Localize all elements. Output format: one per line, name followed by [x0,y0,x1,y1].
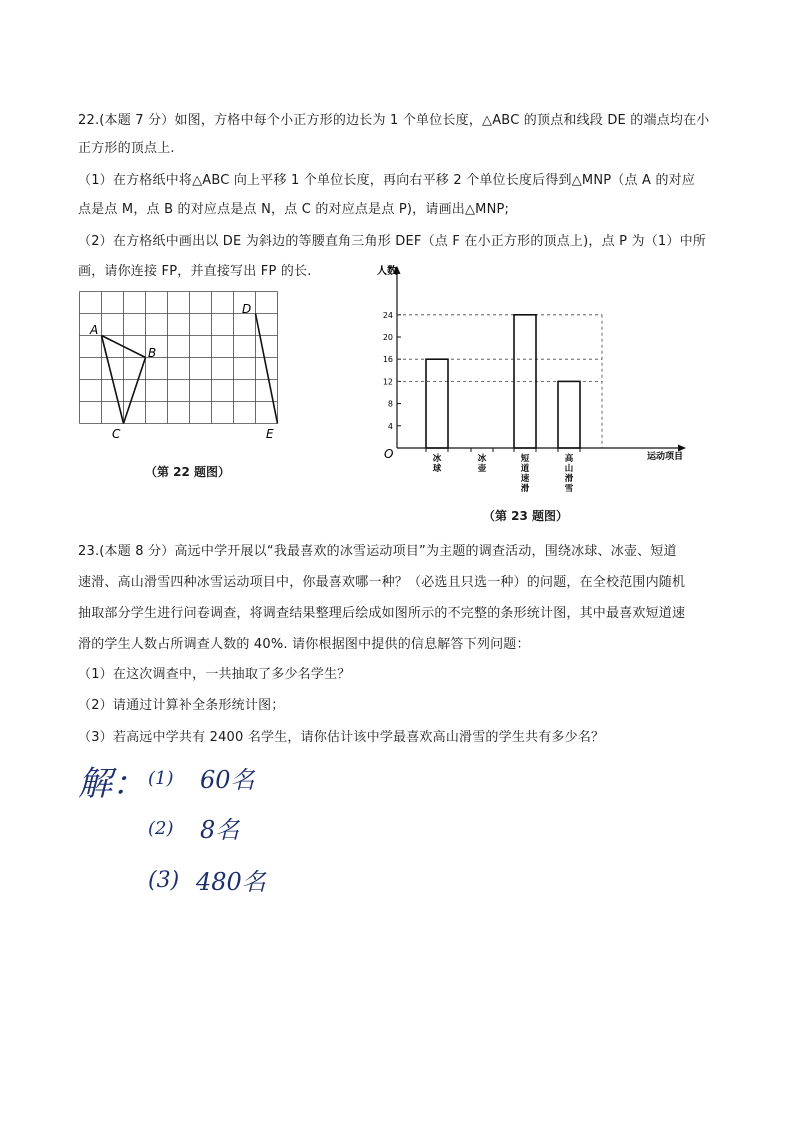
category-label-char: 壶 [477,464,487,474]
category-label-char: 道 [520,464,530,474]
category-label-char: 冰 [477,454,487,464]
y-tick-label: 20 [382,333,393,342]
category-label-char: 高 [564,454,574,464]
q22-line-3: （1）在方格纸中将△ABC 向上平移 1 个单位长度，再向右平移 2 个单位长度后得到△MNP（点 A 的对应 [78,173,696,188]
label-b: B [148,346,157,360]
category-label-char: 速 [520,474,530,484]
label-e: E [266,427,274,441]
y-tick-label: 8 [387,399,393,409]
x-axis-arrow [678,445,686,452]
category-label-char: 滑 [564,474,574,484]
category-label-char: 滑 [520,484,530,494]
q23-line-6: （2）请通过计算补全条形统计图； [78,698,285,713]
q22-line-2: 正方形的顶点上. [78,141,175,156]
bar-0 [426,359,448,448]
answer-3-text: 480名 [196,868,266,896]
q22-line-1: 22.(本题 7 分）如图，方格中每个小正方形的边长为 1 个单位长度，△ABC 的顶点和线段 DE 的端点均在小 [78,113,710,128]
label-a: A [90,323,99,337]
origin-label: O [384,447,394,461]
q22-line-5: （2）在方格纸中画出以 DE 为斜边的等腰直角三角形 DEF（点 F 在小正方形的顶点上)，点 P 为（1）中所 [78,234,706,249]
q23-line-5: （1）在这次调查中，一共抽取了多少名学生？ [78,667,351,682]
q23-line-4: 滑的学生人数占所调查人数的 40%. 请你根据图中提供的信息解答下列问题： [78,637,530,652]
y-tick-label: 4 [387,421,393,431]
y-tick-label: 12 [382,377,393,387]
x-axis-label: 运动项目 [647,452,684,462]
q23-line-7: （3）若高远中学共有 2400 名学生，请你估计该中学最喜欢高山滑雪的学生共有多少名？ [78,730,605,745]
y-tick-label: 24 [382,310,393,320]
answer-title: 解： [78,764,146,804]
q23-line-3: 抽取部分学生进行问卷调查，将调查结果整理后绘成如图所示的不完整的条形统计图，其中最喜欢短道速 [78,606,686,621]
answer-3-number: (3) [148,868,180,893]
category-label-char: 雪 [564,484,574,494]
answer-1-text: 60名 [200,766,255,794]
y-tick-label: 16 [382,355,393,365]
q23-line-2: 速滑、高山滑雪四种冰雪运动项目中，你最喜欢哪一种？（必选且只选一种）的问题，在全校范围内随机 [78,575,686,590]
segment-de [256,314,278,424]
category-label-char: 短 [520,454,530,464]
category-label-char: 山 [564,464,574,474]
answer-1-number: (1) [148,768,174,789]
q22-line-6: 画，请你连接 FP，并直接写出 FP 的长. [78,264,312,279]
q23-line-1: 23.(本题 8 分）高远中学开展以“我最喜欢的冰雪运动项目”为主题的调查活动，围绕冰球、冰壶、短道 [78,544,677,559]
category-label-char: 冰 [432,454,442,464]
q22-caption: （第 22 题图） [145,465,231,479]
label-c: C [112,427,121,441]
category-label-char: 球 [432,464,442,474]
bar-3 [558,381,580,448]
q23-caption: （第 23 题图） [483,509,569,523]
q22-grid-figure [70,285,300,455]
answer-2-text: 8名 [200,816,240,844]
q23-bar-chart [370,258,710,498]
q22-line-4: 点是点 M，点 B 的对应点是点 N，点 C 的对应点是点 P)，请画出△MNP; [78,202,510,217]
y-axis-label: 人数 [377,266,397,277]
label-d: D [242,302,252,316]
answer-2-number: (2) [148,818,174,839]
